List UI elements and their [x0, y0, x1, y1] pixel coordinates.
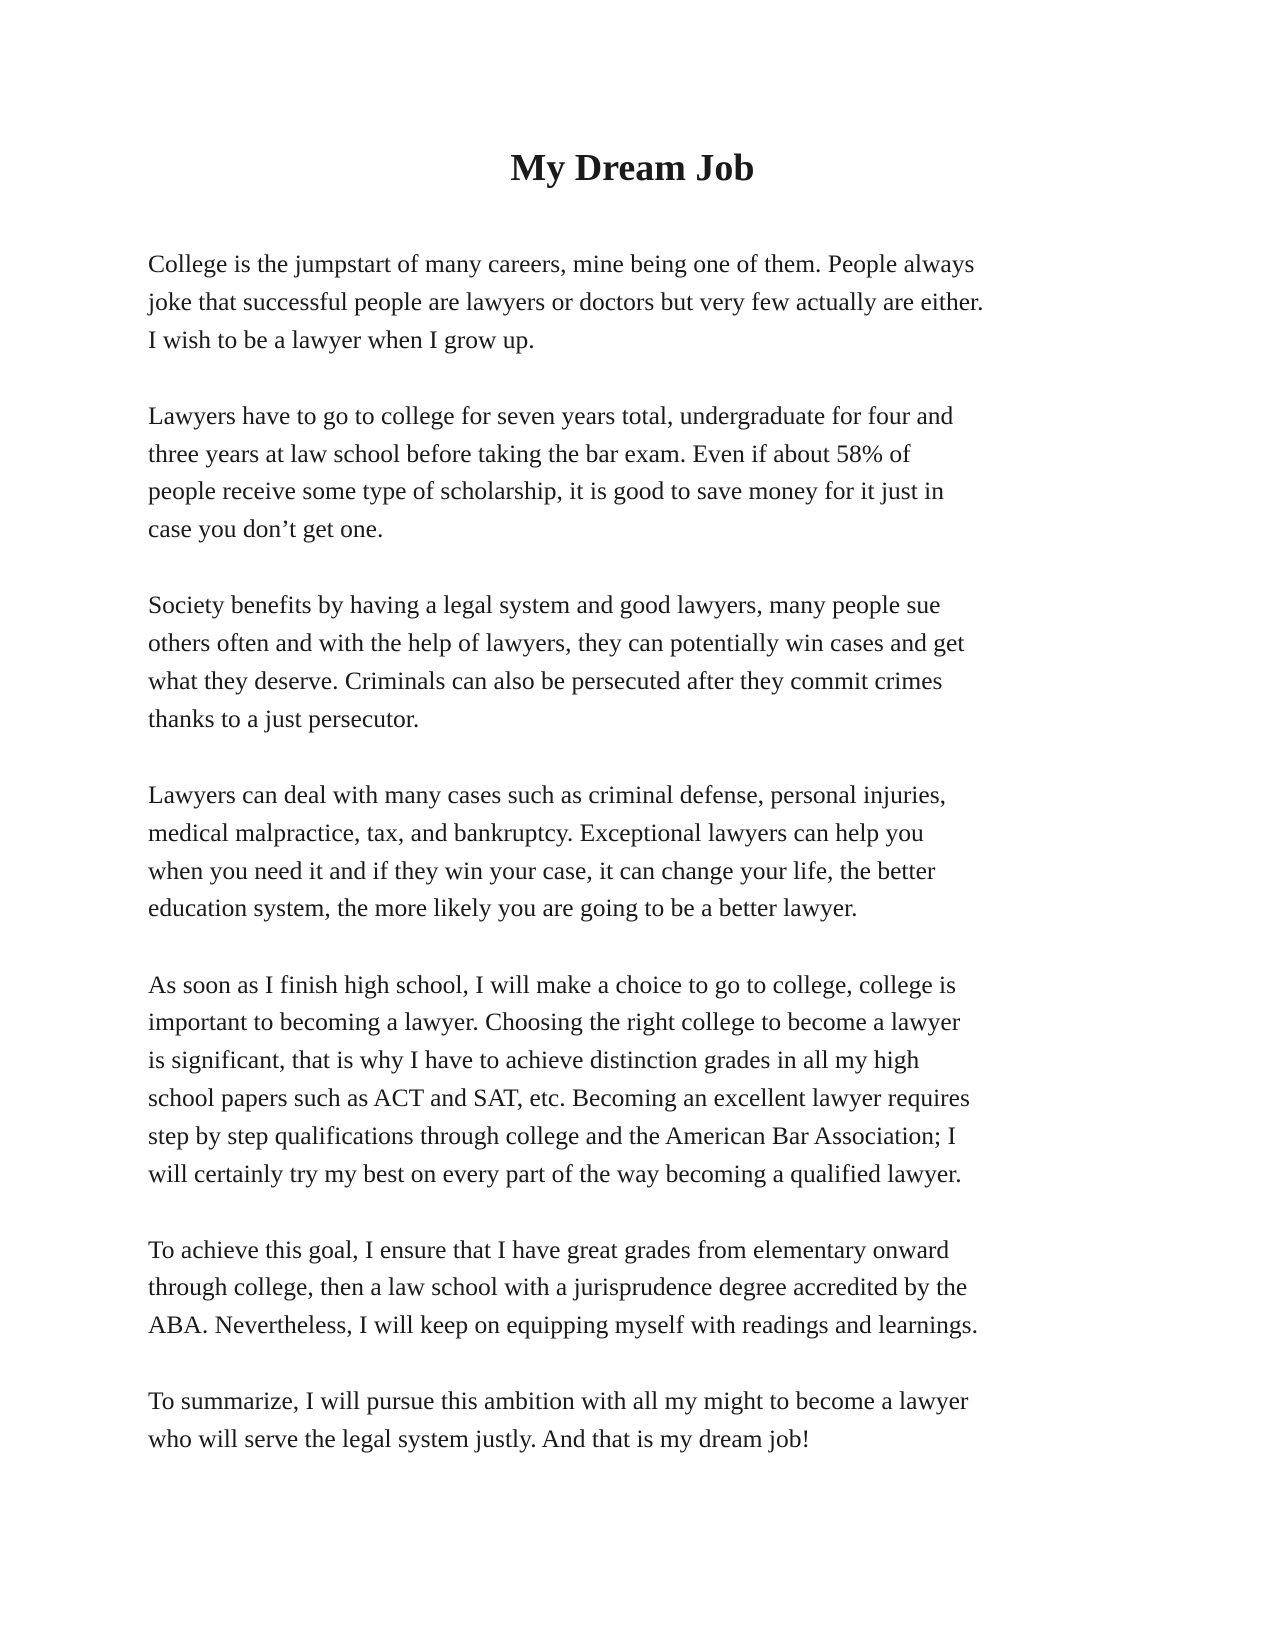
paragraph-1 — [148, 245, 1128, 358]
text-line: Lawyers have to go to college for seven years total, undergraduate for four and — [148, 400, 954, 430]
document-title: My Dream Job — [510, 147, 755, 189]
text-line: College is the jumpstart of many careers, mine being one of them. People always — [148, 249, 975, 278]
text-line: important to becoming a lawyer. Choosing the right college to become a lawyer — [148, 1007, 961, 1037]
paragraph-5 — [148, 966, 1128, 1193]
paragraph-4 — [148, 776, 1128, 927]
text-line: three years at law school before taking the bar exam. Even if about 58% of — [148, 438, 911, 468]
text-line: when you need it and if they win your case, it can change your life, the better — [148, 855, 936, 885]
text-line: joke that successful people are lawyers or doctors but very few actually are either. — [148, 286, 984, 316]
paragraph-3 — [148, 586, 1128, 737]
text-line: Lawyers can deal with many cases such as criminal defense, personal injuries, — [148, 779, 947, 809]
text-line: To achieve this goal, I ensure that I have great grades from elementary onward — [148, 1234, 950, 1264]
text-line: what they deserve. Criminals can also be persecuted after they commit crimes — [148, 665, 943, 695]
document-body — [148, 245, 1128, 1496]
text-line: will certainly try my best on every part of the way becoming a qualified lawyer. — [148, 1158, 962, 1188]
text-line: through college, then a law school with a jurisprudence degree accredited by the — [148, 1272, 968, 1302]
text-line: who will serve the legal system justly. And that is my dream job! — [148, 1424, 810, 1454]
text-line: education system, the more likely you are going to be a better lawyer. — [148, 893, 858, 923]
text-line: others often and with the help of lawyers, they can potentially win cases and get — [148, 628, 965, 658]
text-line: ABA. Nevertheless, I will keep on equipping myself with readings and learnings. — [148, 1310, 978, 1340]
text-line: case you don’t get one. — [148, 514, 384, 544]
text-line: step by step qualifications through college and the American Bar Association; I — [148, 1120, 957, 1150]
text-line: I wish to be a lawyer when I grow up. — [148, 324, 535, 354]
text-line: medical malpractice, tax, and bankruptcy. Exceptional lawyers can help you — [148, 817, 924, 847]
text-line: thanks to a just persecutor. — [148, 703, 420, 733]
paragraph-6 — [148, 1231, 1128, 1344]
text-line: To summarize, I will pursue this ambition with all my might to become a lawyer — [148, 1386, 969, 1416]
paragraph-2 — [148, 397, 1128, 548]
text-line: As soon as I finish high school, I will make a choice to go to college, college is — [148, 969, 957, 999]
text-line: is significant, that is why I have to achieve distinction grades in all my high — [148, 1045, 920, 1075]
text-line: school papers such as ACT and SAT, etc. Becoming an excellent lawyer requires — [148, 1082, 970, 1112]
text-line: Society benefits by having a legal system and good lawyers, many people sue — [148, 590, 941, 620]
text-line: people receive some type of scholarship, it is good to save money for it just in — [148, 476, 944, 506]
paragraph-7 — [148, 1382, 1128, 1458]
